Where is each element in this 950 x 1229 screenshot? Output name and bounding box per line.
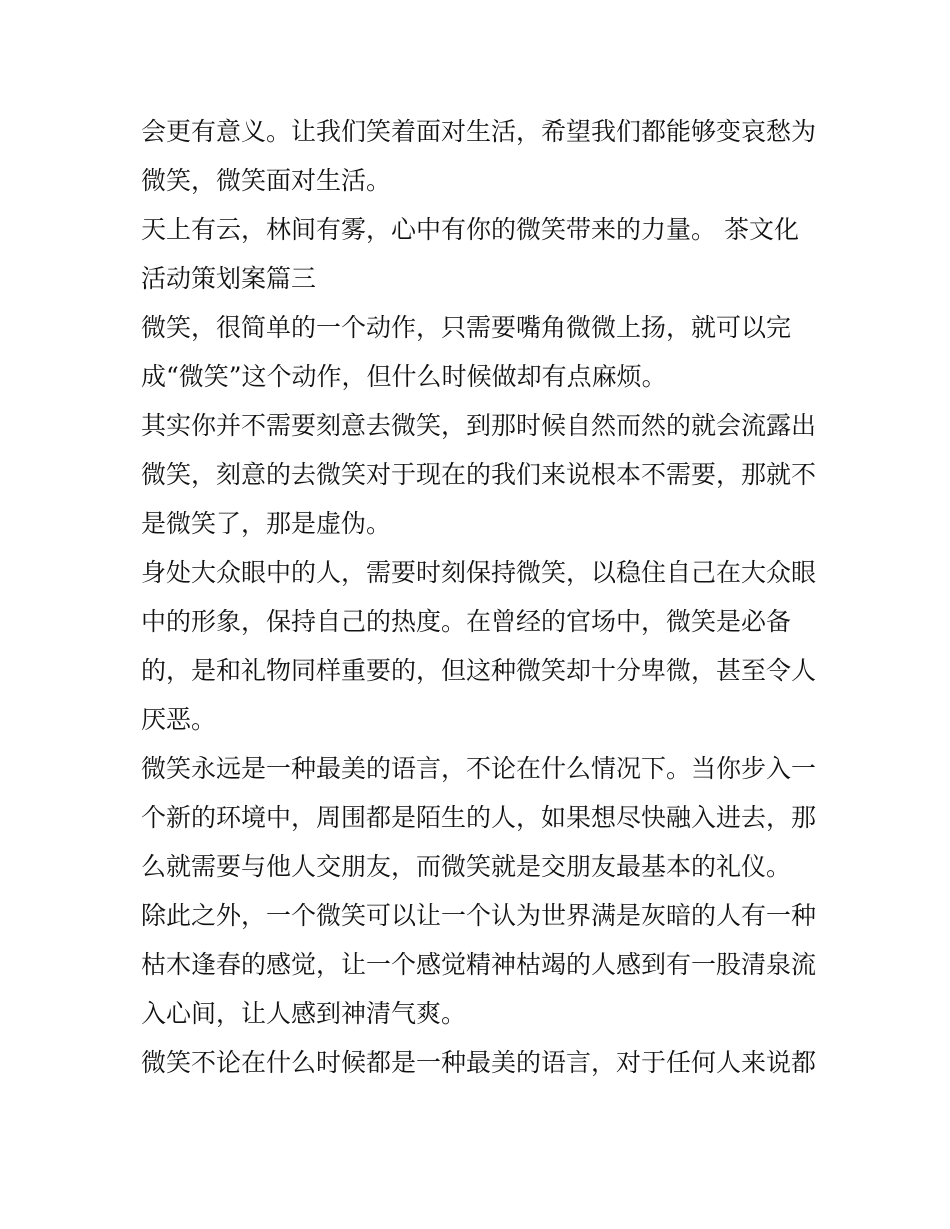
text-line: 活动策划案篇三 xyxy=(141,264,317,293)
text-line: 成“微笑”这个动作，但什么时候做却有点麻烦。 xyxy=(141,362,667,391)
text-line: 身处大众眼中的人，需要时刻保持微笑，以稳住自己在大众眼 xyxy=(141,558,817,587)
text-line: 天上有云，林间有雾，心中有你的微笑带来的力量。 茶文化 xyxy=(141,215,799,244)
text-line: 个新的环境中，周围都是陌生的人，如果想尽快融入进去，那 xyxy=(141,803,817,832)
text-line: 中的形象，保持自己的热度。在曾经的官场中，微笑是必备 xyxy=(141,607,792,636)
text-line: 除此之外，一个微笑可以让一个认为世界满是灰暗的人有一种 xyxy=(141,901,817,930)
text-line: 是微笑了，那是虚伪。 xyxy=(141,509,392,538)
text-line: 微笑，很简单的一个动作，只需要嘴角微微上扬，就可以完 xyxy=(141,313,792,342)
text-line: 其实你并不需要刻意去微笑，到那时候自然而然的就会流露出 xyxy=(141,411,817,440)
text-line: 微笑，刻意的去微笑对于现在的我们来说根本不需要，那就不 xyxy=(141,460,817,489)
text-line: 入心间，让人感到神清气爽。 xyxy=(141,999,467,1028)
document-body xyxy=(141,107,821,1087)
text-line: 微笑永远是一种最美的语言，不论在什么情况下。当你步入一 xyxy=(141,754,817,783)
text-line: 的，是和礼物同样重要的，但这种微笑却十分卑微，甚至令人 xyxy=(141,656,817,685)
text-line: 微笑不论在什么时候都是一种最美的语言，对于任何人来说都 xyxy=(141,1048,817,1077)
text-line: 厌恶。 xyxy=(141,705,217,734)
text-line: 枯木逢春的感觉，让一个感觉精神枯竭的人感到有一股清泉流 xyxy=(141,950,817,979)
text-line: 会更有意义。让我们笑着面对生活，希望我们都能够变哀愁为 xyxy=(141,117,817,146)
text-line: 么就需要与他人交朋友，而微笑就是交朋友最基本的礼仪。 xyxy=(141,852,792,881)
text-line: 微笑，微笑面对生活。 xyxy=(141,166,392,195)
